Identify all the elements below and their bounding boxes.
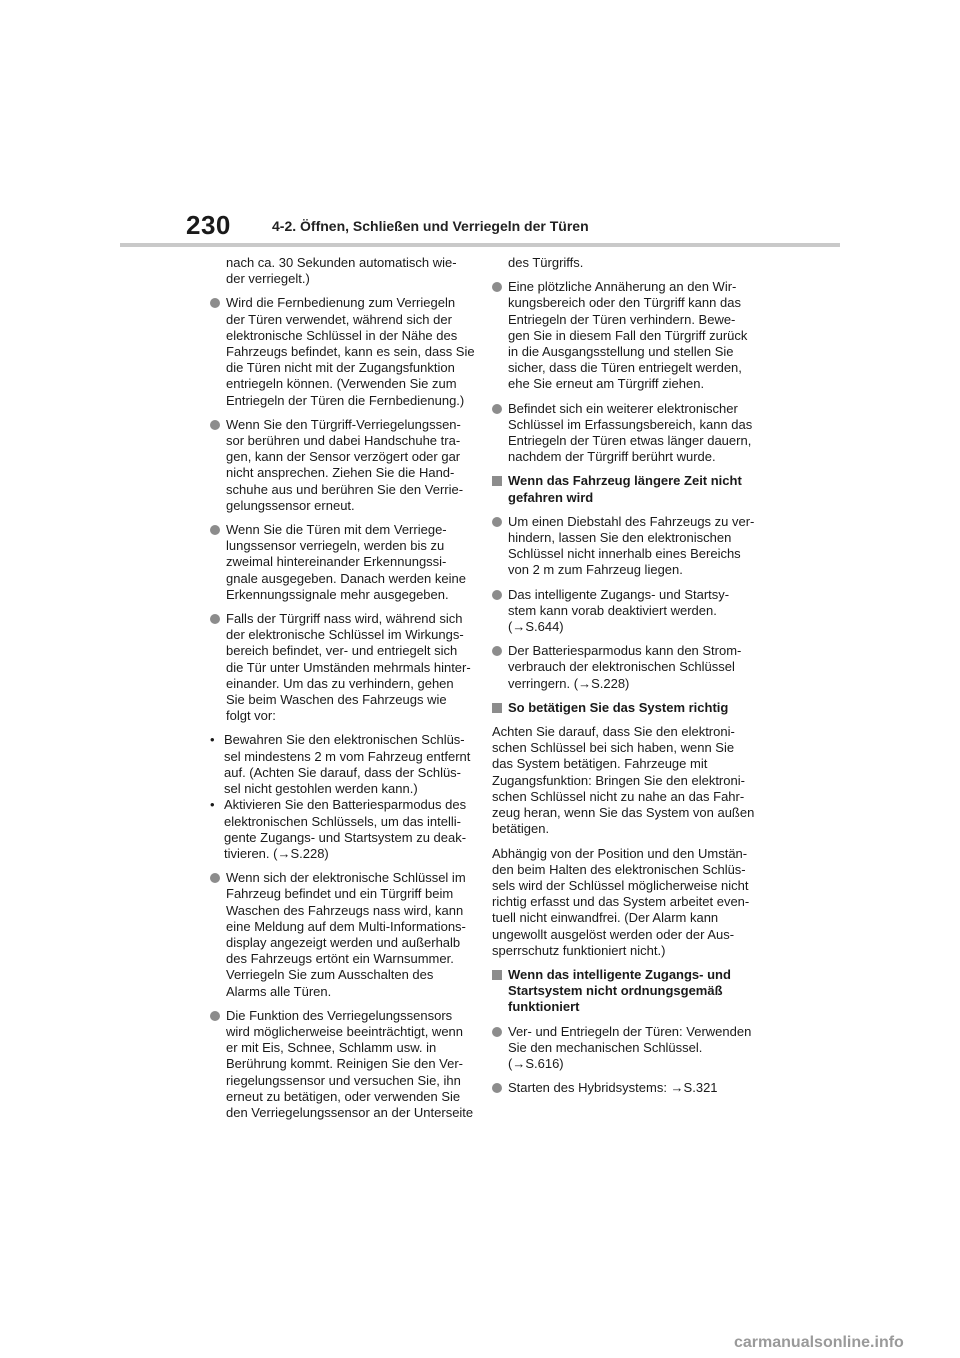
- round-bullet-icon: [492, 517, 502, 527]
- round-bullet-icon: [210, 525, 220, 535]
- bullet-item: Ver- und Entriegeln der Türen: Verwenden Sie den mechanischen Schlüssel. (→S.616): [492, 1024, 754, 1073]
- round-bullet-icon: [210, 873, 220, 883]
- round-bullet-icon: [492, 1027, 502, 1037]
- bullet-item: Wenn sich der elektronische Schlüssel im Fahrzeug befindet und ein Türgriff beim Waschen des Fahrzeugs nass wird, kann eine Meldung auf dem Multi-Informations- display angezeigt werden und außerhalb des Fahrzeugs ertönt ein Warnsummer. Verriegeln Sie zum Ausschalten des Alarms alle Türen.: [210, 870, 468, 1000]
- bullet-item: Das intelligente Zugangs- und Startsy- stem kann vorab deaktiviert werden. (→S.644): [492, 587, 754, 636]
- bullet-item: Befindet sich ein weiterer elektronischer Schlüssel im Erfassungsbereich, kann das Entriegeln der Türen etwas länger dauern, nachdem der Türgriff berührt wurde.: [492, 401, 754, 466]
- round-bullet-icon: [492, 590, 502, 600]
- small-bullet-icon: •: [210, 797, 215, 813]
- bullet-item: Wenn Sie den Türgriff-Verriegelungssen- sor berühren und dabei Handschuhe tra- gen, kann der Sensor verzögert oder gar nicht ansprechen. Ziehen Sie die Hand- schuhe aus und berühren Sie den Verrie- gelungssensor erneut.: [210, 417, 468, 514]
- square-bullet-icon: [492, 476, 502, 486]
- bullet-item: Wenn Sie die Türen mit dem Verriege- lungssensor verriegeln, werden bis zu zweimal hintereinander Erkennungssi- gnale ausgegeben. Danach werden keine Erkennungssignale mehr ausgegeben.: [210, 522, 468, 603]
- continued-text: des Türgriffs.: [508, 255, 584, 270]
- bullet-item: Um einen Diebstahl des Fahrzeugs zu ver- hindern, lassen Sie den elektronischen Schlüssel nicht innerhalb eines Bereichs von 2 m zum Fahrzeug liegen.: [492, 514, 754, 579]
- continued-text: nach ca. 30 Sekunden automatisch wie- der verriegelt.): [226, 255, 457, 287]
- round-bullet-icon: [210, 1011, 220, 1021]
- watermark: carmanualsonline.info: [734, 1334, 904, 1351]
- sub-list-item: • Aktivieren Sie den Batteriesparmodus des elektronischen Schlüssels, um das intelli- gente Zugangs- und Startsystem zu deak- tivieren. (→S.228): [210, 797, 467, 861]
- small-bullet-icon: •: [210, 732, 215, 748]
- square-bullet-icon: [492, 703, 502, 713]
- left-column: [210, 255, 475, 1129]
- bullet-item: Starten des Hybridsystems: →S.321: [492, 1080, 754, 1096]
- bullet-item: Eine plötzliche Annäherung an den Wir- kungsbereich oder den Türgriff kann das Entriegeln der Türen verhindern. Bewe- gen Sie in diesem Fall den Türgriff zurück in die Ausgangsstellung und stellen Sie sicher, dass die Türen entriegelt werden, ehe Sie erneut am Türgriff ziehen.: [492, 279, 754, 392]
- bullet-item: Falls der Türgriff nass wird, während sich der elektronische Schlüssel im Wirkungs- bereich befindet, ver- und entriegelt sich die Tür unter Umständen mehrmals hinter- einander. Um das zu verhindern, gehen Sie beim Waschen des Fahrzeugs wie folgt vor:: [210, 611, 468, 724]
- bullet-item: Wird die Fernbedienung zum Verriegeln der Türen verwendet, während sich der elektronische Schlüssel in der Nähe des Fahrzeugs befindet, kann es sein, dass Sie die Türen nicht mit der Zugangsfunktion entriegeln können. (Verwenden Sie zum Entriegeln der Türen die Fernbedienung.): [210, 295, 468, 408]
- body-paragraph: Achten Sie darauf, dass Sie den elektroni- schen Schlüssel bei sich haben, wenn Sie das System betätigen. Fahrzeuge mit Zugangsfunktion: Bringen Sie den elektroni- schen Schlüssel nicht zu nahe an das Fahr- zeug heran, wenn Sie das System von außen betätigen.: [492, 724, 755, 837]
- square-bullet-icon: [492, 970, 502, 980]
- bullet-item: Die Funktion des Verriegelungssensors wird möglicherweise beeinträchtigt, wenn er mit Eis, Schnee, Schlamm usw. in Berührung kommt. Reinigen Sie den Ver- riegelungssensor und versuchen Sie, ihn erneut zu betätigen, oder verwenden Sie den Verriegelungssensor an der Unterseite: [210, 1008, 468, 1121]
- section-heading: Wenn das intelligente Zugangs- und Startsystem nicht ordnungsgemäß funktioniert: [492, 967, 754, 1016]
- header-divider: [120, 243, 840, 247]
- round-bullet-icon: [210, 298, 220, 308]
- bullet-item: Der Batteriesparmodus kann den Strom- verbrauch der elektronischen Schlüssel verringern. (→S.228): [492, 643, 754, 692]
- right-column: [492, 255, 754, 1104]
- round-bullet-icon: [492, 404, 502, 414]
- round-bullet-icon: [492, 282, 502, 292]
- section-heading: Wenn das Fahrzeug längere Zeit nicht gefahren wird: [492, 473, 754, 505]
- round-bullet-icon: [210, 420, 220, 430]
- round-bullet-icon: [210, 614, 220, 624]
- page-header: [0, 0, 960, 250]
- page-number: 230: [186, 210, 231, 240]
- sub-list-item: • Bewahren Sie den elektronischen Schlüs- sel mindestens 2 m vom Fahrzeug entfernt auf. (Achten Sie darauf, dass der Schlüs- sel nicht gestohlen werden kann.): [210, 732, 471, 797]
- chapter-title: 4-2. Öffnen, Schließen und Verriegeln der Türen: [272, 218, 589, 234]
- body-paragraph: Abhängig von der Position und den Umstän- den beim Halten des elektronischen Schlüs- sels wird der Schlüssel möglicherweise nicht richtig erfasst und das System arbeitet even- tuell nicht einwandfrei. (Der Alarm kann ungewollt ausgelöst werden oder der Aus- sperrschutz funktioniert nicht.): [492, 845, 750, 958]
- round-bullet-icon: [492, 646, 502, 656]
- round-bullet-icon: [492, 1083, 502, 1093]
- section-heading: So betätigen Sie das System richtig: [492, 700, 754, 716]
